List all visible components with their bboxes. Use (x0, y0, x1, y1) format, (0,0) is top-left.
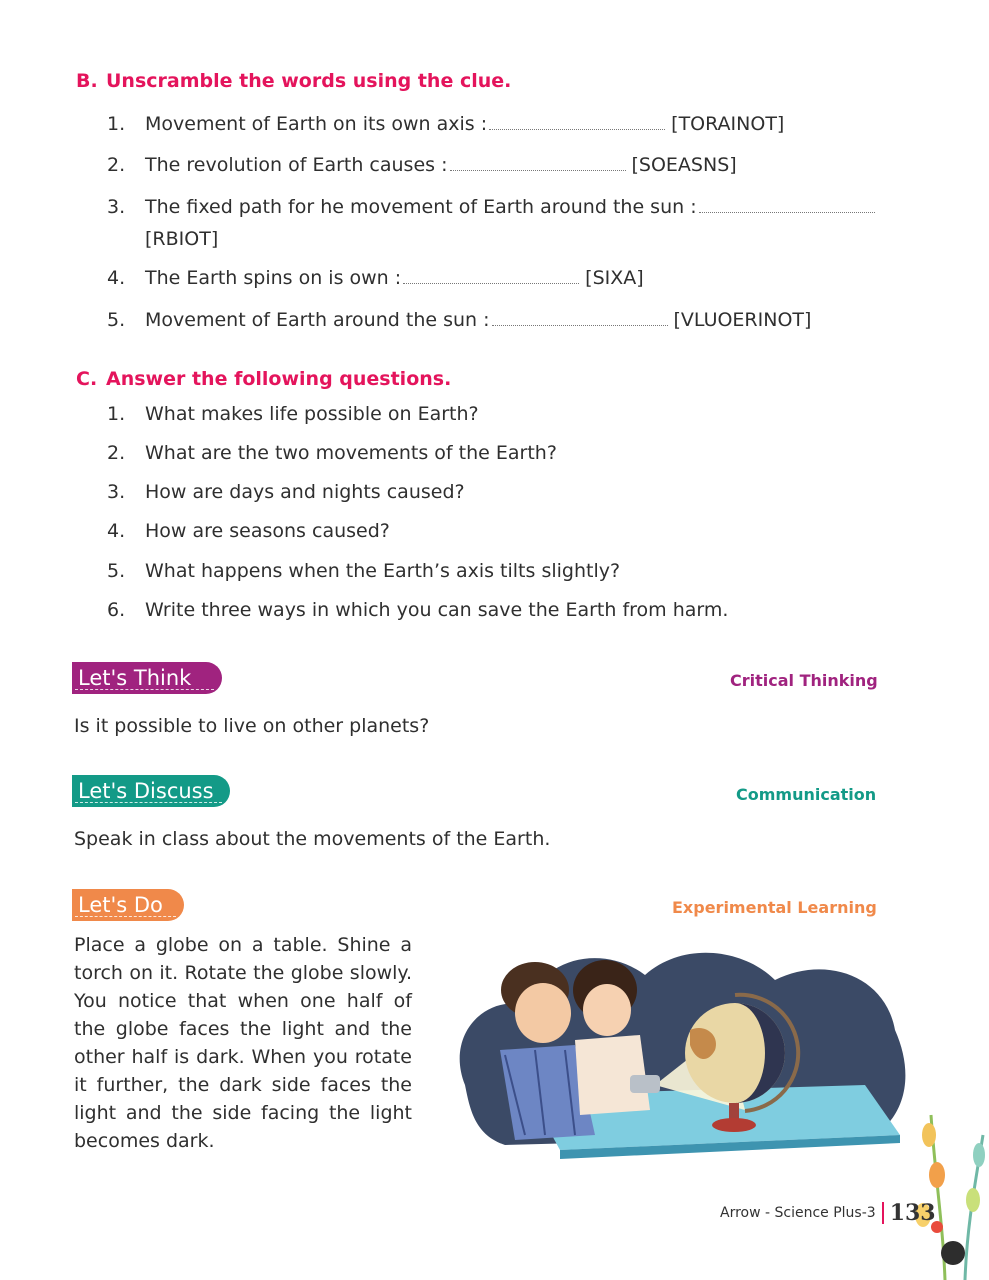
communication-label: Communication (736, 785, 877, 804)
scrambled-word: [TORAINOT] (671, 113, 785, 135)
footer-divider (882, 1202, 884, 1224)
unscramble-item-3 (107, 191, 912, 255)
answer-blank (492, 311, 668, 326)
unscramble-item-4 (107, 262, 644, 294)
question-4 (107, 515, 390, 547)
unscramble-item-2 (107, 149, 737, 181)
children-globe-illustration (445, 935, 915, 1170)
clue-text: Movement of Earth on its own axis : (145, 113, 488, 135)
lets-think-tag: Let's Think (72, 662, 222, 694)
question-text: What makes life possible on Earth? (145, 403, 479, 425)
floral-corner-decoration (905, 1105, 989, 1280)
experimental-learning-label: Experimental Learning (672, 898, 877, 917)
scrambled-word: [SIXA] (585, 267, 644, 289)
question-text: What are the two movements of the Earth? (145, 442, 557, 464)
lets-discuss-tag: Let's Discuss (72, 775, 230, 807)
question-text: How are seasons caused? (145, 520, 390, 542)
lets-do-tag: Let's Do (72, 889, 184, 921)
clue-text: The Earth spins on is own : (145, 267, 402, 289)
question-5 (107, 555, 620, 587)
question-3 (107, 476, 465, 508)
unscramble-item-5 (107, 304, 811, 336)
torch (630, 1075, 660, 1093)
item-number: 3. (107, 196, 126, 218)
question-number: 5. (107, 560, 126, 582)
think-prompt: Is it possible to live on other planets? (74, 715, 430, 737)
question-1 (107, 398, 479, 430)
question-text: How are days and nights caused? (145, 481, 465, 503)
clue-text: The revolution of Earth causes : (145, 154, 448, 176)
answer-blank (699, 198, 875, 213)
discuss-prompt: Speak in class about the movements of the Earth. (74, 828, 551, 850)
question-number: 1. (107, 403, 126, 425)
scrambled-word: [SOEASNS] (631, 154, 737, 176)
page-footer (720, 1200, 936, 1226)
page-number: 133 (889, 1200, 936, 1226)
section-b-title: Unscramble the words using the clue. (106, 70, 512, 92)
question-text: Write three ways in which you can save the Earth from harm. (145, 599, 729, 621)
do-activity-text: Place a globe on a table. Shine a torch on it. Rotate the globe slowly. You notice that when one half of the globe faces the light and the other half is dark. When you rotate it further, the dark side faces the light and the side facing the light becomes dark. (74, 934, 412, 1152)
section-c-title: Answer the following questions. (106, 368, 452, 390)
question-6 (107, 594, 728, 626)
clue-text: Movement of Earth around the sun : (145, 309, 490, 331)
item-number: 2. (107, 154, 126, 176)
section-c-heading (76, 368, 451, 390)
item-number: 4. (107, 267, 126, 289)
book-title: Arrow - Science Plus-3 (720, 1205, 876, 1221)
question-text: What happens when the Earth’s axis tilts slightly? (145, 560, 621, 582)
answer-blank (403, 269, 579, 284)
answer-blank (450, 156, 626, 171)
question-number: 4. (107, 520, 126, 542)
item-number: 5. (107, 309, 126, 331)
unscramble-item-1 (107, 108, 784, 140)
section-c-letter: C. (76, 368, 98, 390)
question-number: 3. (107, 481, 126, 503)
item-number: 1. (107, 113, 126, 135)
question-number: 2. (107, 442, 126, 464)
scrambled-word: [VLUOERINOT] (673, 309, 812, 331)
section-b-heading (76, 70, 511, 92)
scrambled-word: [RBIOT] (145, 228, 219, 250)
section-b-letter: B. (76, 70, 98, 92)
question-number: 6. (107, 599, 126, 621)
question-2 (107, 437, 557, 469)
clue-text: The fixed path for he movement of Earth around the sun : (145, 196, 697, 218)
answer-blank (489, 115, 665, 130)
critical-thinking-label: Critical Thinking (730, 671, 878, 690)
